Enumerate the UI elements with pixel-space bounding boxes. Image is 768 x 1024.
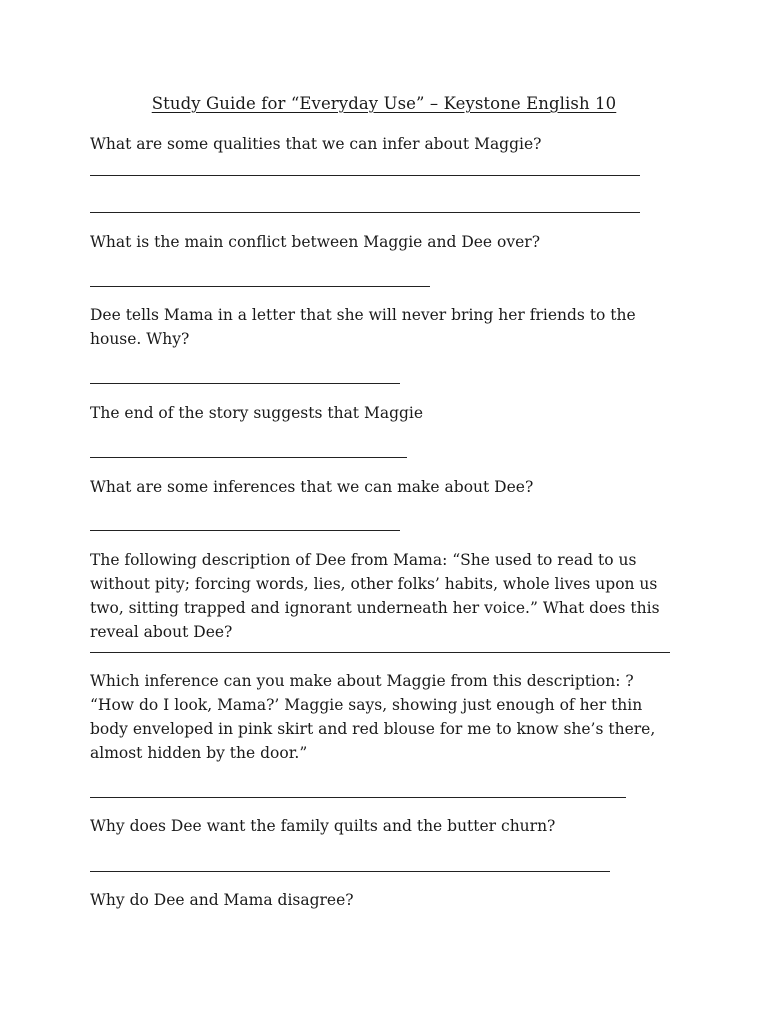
question-2: What is the main conflict between Maggie and Dee over? — [90, 233, 541, 251]
answer-line-1b[interactable] — [90, 212, 640, 213]
question-7: Which inference can you make about Maggie from this description: ? “How do I look, Mama?’ Maggie says, showing just enough of her thin body enveloped in pink skirt and red blouse for me to know she’s there, almost hidden by the door.” — [90, 672, 656, 762]
answer-line-8[interactable] — [90, 871, 610, 872]
answer-line-7[interactable] — [90, 797, 626, 798]
question-1: What are some qualities that we can infer about Maggie? — [90, 135, 542, 153]
answer-line-3[interactable] — [90, 383, 400, 384]
question-8: Why does Dee want the family quilts and the butter churn? — [90, 817, 556, 835]
document-title: Study Guide for “Everyday Use” – Keystone English 10 — [151, 94, 617, 113]
question-9: Why do Dee and Mama disagree? — [90, 891, 354, 909]
question-4: The end of the story suggests that Maggie — [90, 404, 424, 422]
answer-line-6[interactable] — [90, 652, 670, 653]
question-3: Dee tells Mama in a letter that she will never bring her friends to the house. Why? — [90, 306, 636, 348]
question-5: What are some inferences that we can make about Dee? — [90, 478, 534, 496]
answer-line-2[interactable] — [90, 286, 430, 287]
answer-line-5[interactable] — [90, 530, 400, 531]
question-6: The following description of Dee from Mama: “She used to read to us without pity; forcing words, lies, other folks’ habits, whole lives upon us two, sitting trapped and ignorant underneath her voice.” What does this reveal about Dee? — [90, 551, 660, 641]
answer-line-4[interactable] — [90, 457, 407, 458]
answer-line-1a[interactable] — [90, 175, 640, 176]
